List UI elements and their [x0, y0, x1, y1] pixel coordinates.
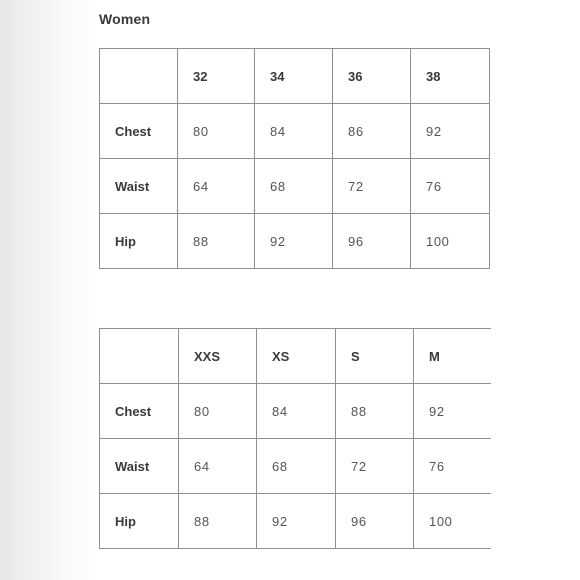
row-label: Chest [100, 104, 178, 159]
table-cell: 72 [333, 159, 411, 214]
table-cell: 96 [333, 214, 411, 269]
header-cell: 32 [178, 49, 255, 104]
table-cell: 64 [178, 159, 255, 214]
table-row [100, 214, 490, 269]
row-label: Hip [100, 214, 178, 269]
table-row [100, 159, 490, 214]
table-cell: 96 [336, 494, 414, 549]
table-header-row [100, 329, 491, 384]
table-cell: 68 [257, 439, 336, 494]
header-cell: 36 [333, 49, 411, 104]
table-header-row [100, 49, 490, 104]
table-cell: 86 [333, 104, 411, 159]
table-cell: 100 [411, 214, 490, 269]
row-label: Hip [100, 494, 179, 549]
left-edge-shadow [0, 0, 96, 580]
table-cell: 100 [414, 494, 491, 549]
table-cell: 88 [336, 384, 414, 439]
header-cell: XXS [179, 329, 257, 384]
header-cell [100, 329, 179, 384]
table-cell: 76 [414, 439, 491, 494]
header-cell: 38 [411, 49, 490, 104]
table-row [100, 494, 491, 549]
table-cell: 84 [255, 104, 333, 159]
row-label: Waist [100, 439, 179, 494]
table-cell: 76 [411, 159, 490, 214]
table-cell: 92 [411, 104, 490, 159]
table-cell: 80 [179, 384, 257, 439]
header-cell: S [336, 329, 414, 384]
table-cell: 80 [178, 104, 255, 159]
header-cell: XS [257, 329, 336, 384]
table-row [100, 439, 491, 494]
table-cell: 68 [255, 159, 333, 214]
row-label: Chest [100, 384, 179, 439]
size-table-numeric [99, 48, 490, 269]
row-label: Waist [100, 159, 178, 214]
header-cell [100, 49, 178, 104]
table-cell: 92 [414, 384, 491, 439]
table-row [100, 384, 491, 439]
size-table-letter [99, 328, 491, 549]
table-cell: 88 [178, 214, 255, 269]
header-cell: 34 [255, 49, 333, 104]
table-row [100, 104, 490, 159]
table-cell: 84 [257, 384, 336, 439]
table-cell: 88 [179, 494, 257, 549]
table-cell: 64 [179, 439, 257, 494]
table-cell: 92 [257, 494, 336, 549]
header-cell: M [414, 329, 491, 384]
table-cell: 72 [336, 439, 414, 494]
page-title: Women [99, 11, 151, 27]
table-cell: 92 [255, 214, 333, 269]
